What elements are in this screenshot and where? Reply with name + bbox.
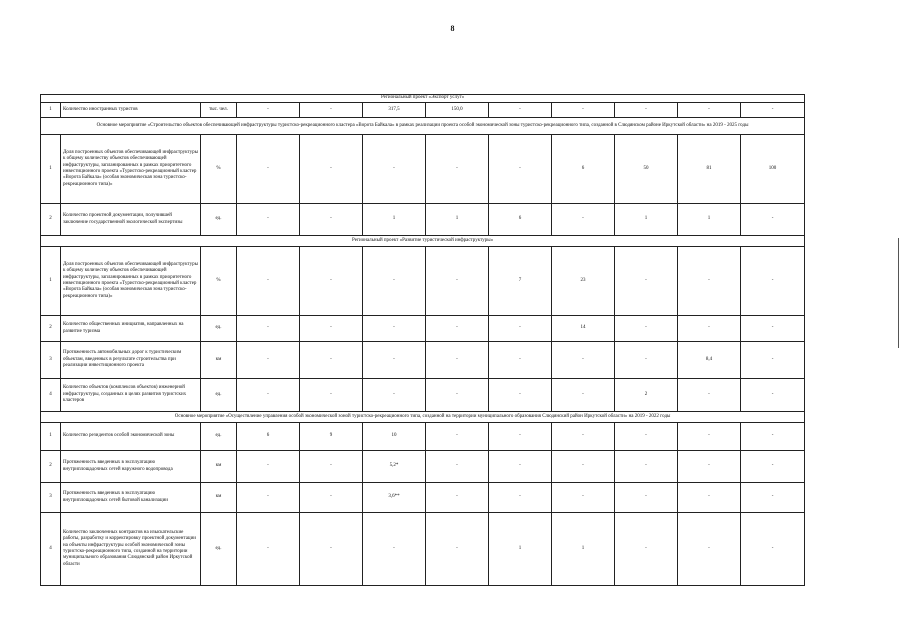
value-cell: - [237, 513, 300, 586]
value-cell: - [426, 513, 489, 586]
value-cell: 6 [552, 135, 615, 204]
value-cell: - [741, 316, 805, 342]
value-cell: 150,0 [426, 103, 489, 118]
section-title: Региональный проект «Развитие туристической инфраструктуры» [41, 236, 805, 247]
value-cell: - [741, 342, 805, 379]
indicator-name: Количество объектов (комплексов объектов) инженерной инфраструктуры, созданных в целях развития туристских кластеров [61, 379, 201, 412]
indicators-table [40, 94, 805, 586]
table-body [41, 95, 805, 586]
value-cell: - [300, 451, 363, 483]
value-cell: - [741, 247, 805, 316]
value-cell: - [678, 513, 741, 586]
value-cell: - [426, 483, 489, 513]
section-header-row [41, 236, 805, 247]
unit-cell: км [201, 451, 237, 483]
value-cell: - [489, 135, 552, 204]
value-cell: 1 [426, 204, 489, 236]
value-cell: - [300, 513, 363, 586]
value-cell: - [678, 423, 741, 451]
row-number: 4 [41, 513, 61, 586]
value-cell: - [237, 247, 300, 316]
indicator-name: Количество общественных инициатив, направленных на развитие туризма [61, 316, 201, 342]
unit-cell: км [201, 483, 237, 513]
row-number: 1 [41, 247, 61, 316]
value-cell: - [615, 513, 678, 586]
value-cell: - [552, 451, 615, 483]
unit-cell: тыс. чел. [201, 103, 237, 118]
indicator-name: Количество иностранных туристов [61, 103, 201, 118]
value-cell: - [300, 483, 363, 513]
value-cell: - [300, 204, 363, 236]
value-cell: - [489, 103, 552, 118]
value-cell: - [489, 423, 552, 451]
indicator-name: Доля построенных объектов обеспечивающей инфраструктуры к общему количеству объектов обеспечивающей инфраструктуры, запланированных в рамках приоритетного инвестиционного проекта «Туристско-рекреационный кластер «Ворота Байкала» (особая экономическая зона туристско-рекреационного типа)» [61, 135, 201, 204]
value-cell: - [300, 316, 363, 342]
value-cell: - [426, 135, 489, 204]
value-cell: - [678, 451, 741, 483]
value-cell: - [552, 423, 615, 451]
row-number: 4 [41, 379, 61, 412]
table-row [41, 513, 805, 586]
indicator-name: Количество резидентов особой экономической зоны [61, 423, 201, 451]
value-cell: - [300, 247, 363, 316]
value-cell: - [615, 483, 678, 513]
value-cell: - [237, 204, 300, 236]
value-cell: 1 [363, 204, 426, 236]
row-number: 3 [41, 342, 61, 379]
unit-cell: ед. [201, 316, 237, 342]
value-cell: - [678, 103, 741, 118]
value-cell: - [741, 451, 805, 483]
table-row [41, 103, 805, 118]
value-cell: - [426, 247, 489, 316]
value-cell: - [426, 423, 489, 451]
value-cell: - [615, 316, 678, 342]
section-header-row [41, 95, 805, 103]
section-header-row [41, 412, 805, 423]
unit-cell: % [201, 247, 237, 316]
value-cell: 1 [678, 204, 741, 236]
value-cell: - [426, 451, 489, 483]
value-cell: 10 [363, 423, 426, 451]
table-row [41, 342, 805, 379]
value-cell: - [237, 379, 300, 412]
value-cell: 23 [552, 247, 615, 316]
value-cell: - [615, 103, 678, 118]
value-cell: - [237, 483, 300, 513]
value-cell: 100 [741, 135, 805, 204]
table-row [41, 451, 805, 483]
value-cell: - [363, 513, 426, 586]
value-cell: - [741, 103, 805, 118]
table-row [41, 316, 805, 342]
value-cell: - [678, 247, 741, 316]
value-cell: 5,2* [363, 451, 426, 483]
value-cell: 50 [615, 135, 678, 204]
value-cell: 6 [489, 204, 552, 236]
value-cell: - [741, 483, 805, 513]
value-cell: - [363, 379, 426, 412]
value-cell: - [552, 103, 615, 118]
unit-cell: км [201, 342, 237, 379]
value-cell: - [237, 451, 300, 483]
value-cell: 14 [552, 316, 615, 342]
value-cell: - [237, 135, 300, 204]
indicator-name: Протяженность автомобильных дорог к туристическим объектам, введенных в результате строительства при реализации инвестиционного проекта [61, 342, 201, 379]
value-cell: - [741, 513, 805, 586]
section-title: Региональный проект «Экспорт услуг» [41, 95, 805, 103]
value-cell: - [615, 342, 678, 379]
row-number: 1 [41, 103, 61, 118]
value-cell: - [552, 379, 615, 412]
value-cell: - [552, 483, 615, 513]
value-cell: - [237, 103, 300, 118]
indicator-name: Количество проектной документации, получившей заключение государственной экологической экспертизы [61, 204, 201, 236]
value-cell: 2 [615, 379, 678, 412]
value-cell: - [489, 316, 552, 342]
value-cell: - [489, 451, 552, 483]
value-cell: - [678, 483, 741, 513]
value-cell: - [300, 342, 363, 379]
unit-cell: ед. [201, 379, 237, 412]
value-cell: - [363, 316, 426, 342]
value-cell: - [363, 247, 426, 316]
value-cell: 7 [489, 247, 552, 316]
unit-cell: ед. [201, 204, 237, 236]
value-cell: - [237, 342, 300, 379]
row-number: 3 [41, 483, 61, 513]
row-number: 2 [41, 316, 61, 342]
value-cell: 317,5 [363, 103, 426, 118]
unit-cell: ед. [201, 513, 237, 586]
table-row [41, 204, 805, 236]
value-cell: 81 [678, 135, 741, 204]
value-cell: 1 [552, 513, 615, 586]
table-row [41, 423, 805, 451]
indicator-name: Протяженность введенных в эксплуатацию внутриплощадочных сетей бытовой канализации [61, 483, 201, 513]
section-header-row [41, 118, 805, 135]
value-cell: - [426, 342, 489, 379]
row-number: 1 [41, 135, 61, 204]
table-row [41, 247, 805, 316]
section-title: Основное мероприятие «Строительство объектов обеспечивающей инфраструктуры туристско-рекреационного кластера «Ворота Байкала» в рамках реализации проекта особой экономической зоны туристско-рекреационного типа, созданной в Слюдянском районе Иркутской области» на 2019 - 2025 годы [41, 118, 805, 135]
value-cell: - [741, 204, 805, 236]
table-row [41, 483, 805, 513]
value-cell: 1 [615, 204, 678, 236]
indicator-name: Протяженность введенных в эксплуатацию внутриплощадочных сетей наружного водопровода [61, 451, 201, 483]
row-number: 2 [41, 204, 61, 236]
indicator-name: Количество заключенных контрактов на изыскательские работы, разработку и корректировку проектной документации на объекты инфраструктуры особой экономической зоны туристско-рекреационного типа, созданной на территории муниципального образования Слюдянский район Иркутской области [61, 513, 201, 586]
section-title: Основное мероприятие «Осуществление управления особой экономической зоной туристско-рекреационного типа, созданной на территории муниципального образования Слюдянский район Иркутской области» на 2019 - 2022 годы [41, 412, 805, 423]
value-cell: - [678, 316, 741, 342]
value-cell: - [552, 342, 615, 379]
value-cell: - [615, 451, 678, 483]
page-number: 8 [450, 24, 455, 33]
value-cell: - [426, 379, 489, 412]
value-cell: - [489, 379, 552, 412]
unit-cell: ед. [201, 423, 237, 451]
value-cell: - [489, 342, 552, 379]
value-cell: 1 [489, 513, 552, 586]
value-cell: - [300, 379, 363, 412]
value-cell: - [552, 204, 615, 236]
table-row [41, 135, 805, 204]
value-cell: - [678, 379, 741, 412]
value-cell: - [741, 379, 805, 412]
value-cell: - [363, 135, 426, 204]
row-number: 1 [41, 423, 61, 451]
value-cell: 9 [300, 423, 363, 451]
value-cell: - [363, 342, 426, 379]
value-cell: - [489, 483, 552, 513]
value-cell: 8,4 [678, 342, 741, 379]
scan-edge-mark [898, 238, 899, 348]
value-cell: - [300, 135, 363, 204]
value-cell: - [741, 423, 805, 451]
value-cell: - [426, 316, 489, 342]
unit-cell: % [201, 135, 237, 204]
value-cell: - [237, 316, 300, 342]
value-cell: - [300, 103, 363, 118]
value-cell: 3,6** [363, 483, 426, 513]
indicator-name: Доля построенных объектов обеспечивающей инфраструктуры к общему количеству объектов обеспечивающей инфраструктуры, запланированных в рамках приоритетного инвестиционного проекта «Туристско-рекреационный кластер «Ворота Байкала» (особая экономическая зона туристско-рекреационного типа)» [61, 247, 201, 316]
table-row [41, 379, 805, 412]
row-number: 2 [41, 451, 61, 483]
value-cell: - [615, 247, 678, 316]
value-cell: - [615, 423, 678, 451]
value-cell: 6 [237, 423, 300, 451]
